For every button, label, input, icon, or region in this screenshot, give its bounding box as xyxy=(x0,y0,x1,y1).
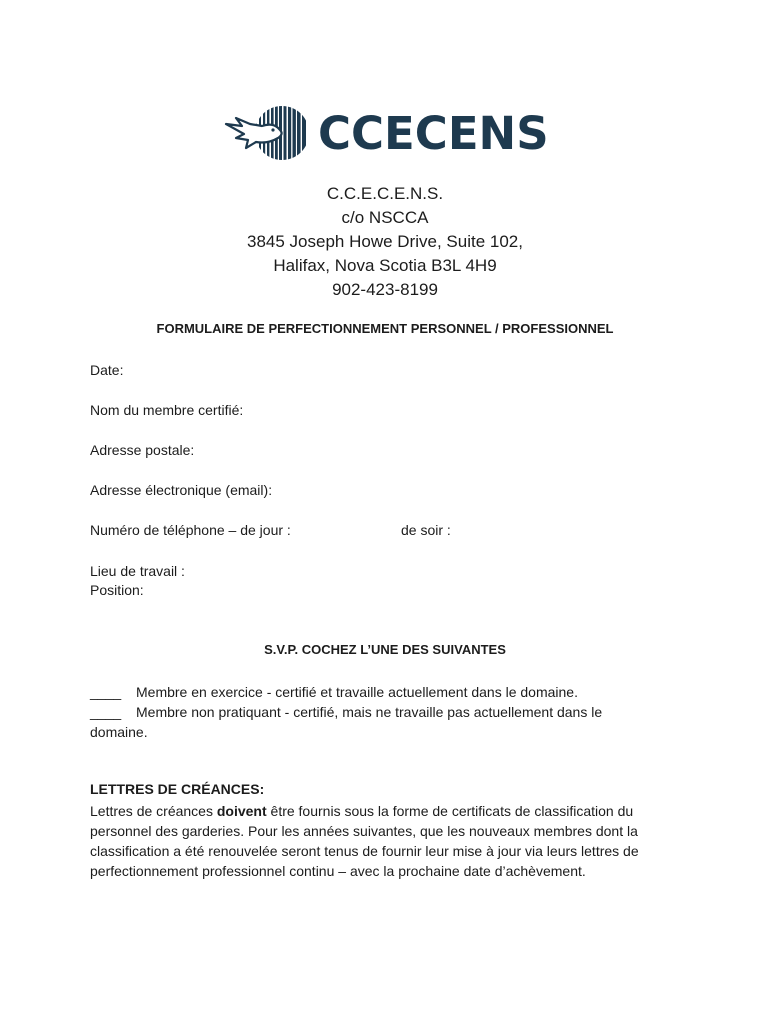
option-non-practicing-member[interactable] xyxy=(90,702,650,742)
option-active-member[interactable] xyxy=(90,682,650,702)
address-city: Halifax, Nova Scotia B3L 4H9 xyxy=(273,256,497,275)
logo-wordmark: CCECENS xyxy=(318,106,549,160)
checkbox-blank[interactable]: ____ xyxy=(90,704,122,720)
letters-body-rest: être fournis sous la forme de certificats de classification du personnel des garderies. Pour les années suivantes, que les nouveaux membres dont la classification a été renouvelée seront tenus de fournir leur mise à jour via leurs lettres de perfectionnement professionnel continu – avec la prochaine date d’achèvement. xyxy=(90,803,639,879)
organization-logo xyxy=(222,103,549,163)
address-org: C.C.E.C.E.N.S. xyxy=(326,184,444,203)
bird-globe-icon xyxy=(222,104,314,162)
position-field-label: Position: xyxy=(90,582,144,598)
check-section-title: S.V.P. COCHEZ L’UNE DES SUIVANTES xyxy=(264,642,506,657)
address-phone: 902-423-8199 xyxy=(332,280,438,299)
workplace-field-label: Lieu de travail : xyxy=(90,563,185,579)
letters-body xyxy=(90,801,680,881)
letters-heading: LETTRES DE CRÉANCES: xyxy=(90,781,265,797)
option-non-practicing-label: Membre non pratiquant - certifié, mais ne travaille pas actuellement dans le xyxy=(136,704,603,720)
address-street: 3845 Joseph Howe Drive, Suite 102, xyxy=(247,232,523,251)
phone-day-field-label: Numéro de téléphone – de jour : xyxy=(90,522,291,538)
letters-body-intro: Lettres de créances xyxy=(90,803,217,819)
address-care-of: c/o NSCCA xyxy=(341,208,429,227)
postal-address-field-label: Adresse postale: xyxy=(90,442,195,458)
email-field-label: Adresse électronique (email): xyxy=(90,482,273,498)
member-name-field-label: Nom du membre certifié: xyxy=(90,402,244,418)
address-block xyxy=(0,182,770,302)
phone-evening-field-label: de soir : xyxy=(401,522,451,538)
form-title: FORMULAIRE DE PERFECTIONNEMENT PERSONNEL / PROFESSIONNEL xyxy=(156,321,614,336)
option-active-label: Membre en exercice - certifié et travaille actuellement dans le domaine. xyxy=(136,684,578,700)
checkbox-blank[interactable]: ____ xyxy=(90,684,122,700)
date-field-label: Date: xyxy=(90,362,124,378)
letters-body-emphasis: doivent xyxy=(216,803,267,819)
option-non-practicing-label-cont: domaine. xyxy=(90,724,148,740)
